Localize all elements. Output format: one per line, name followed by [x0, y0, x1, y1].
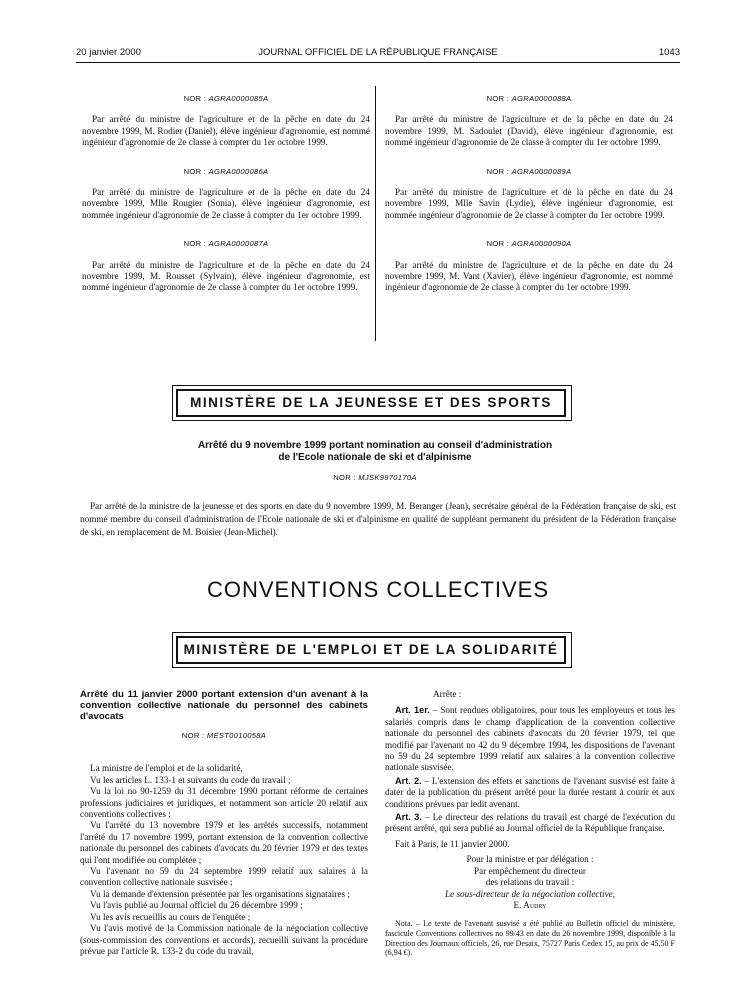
ministry-heading-jeunesse: MINISTÈRE DE LA JEUNESSE ET DES SPORTS — [176, 389, 566, 417]
arrete-right-column — [385, 689, 675, 960]
header-rule — [76, 62, 680, 63]
visa: Vu l'arrêté du 13 novembre 1979 et les arrêtés successifs, notamment l'arrêté du 17 novembre 1999, portant extension de la convention collective nationale du personnel des cabinets d'avocats du 20 février 1979 et des textes qui l'ont modifiée ou complétée ; — [80, 820, 368, 865]
visa: Vu les articles L. 133-1 et suivants du code du travail ; — [90, 774, 291, 785]
conventions-heading: CONVENTIONS COLLECTIVES — [206, 577, 550, 602]
header-date: 20 janvier 2000 — [76, 47, 141, 58]
visa: Vu l'avis publié au Journal officiel du 26 décembre 1999 ; — [90, 900, 303, 911]
entry-text: Par arrêté du ministre de l'agriculture et de la pêche en date du 24 novembre 1999, M. Rodier (Daniel), élève ingénieur d'agronomie, est nommé ingénieur d'agronomie de 2e classe à compter du 1er octobre 1999. — [82, 114, 370, 148]
arrete-text: Par arrêté de la ministre de la jeunesse et des sports en date du 9 novembre 1999, M. Beranger (Jean), secrétaire général de la Fédération française de ski, est nommé membre du conseil d'administration de l'Ecole nationale de ski et d'alpinisme en qualité de suppléant permanent du président de la Fédération française de ski, en remplacement de M. Boisier (Jean-Michel). — [80, 501, 676, 537]
visa: Vu les avis recueillis au cours de l'enquête ; — [90, 911, 251, 922]
nor-line: NOR : AGRA0000088A — [486, 94, 572, 103]
nota: Nota. – Le texte de l'avenant susvisé a été publié au Bulletin officiel du ministère, fascicule Conventions collectives no 99/43 en date du 26 novembre 1999, disponible à la Direction des Journaux officiels, 26, rue Desaix, 75727 Paris Cedex 15, au prix de 45,50 F (6,94 €). — [385, 919, 675, 958]
article: Art. 3. – Le directeur des relations du travail est chargé de l'exécution du présent arrêté, qui sera publié au Journal officiel de la République française. — [385, 812, 675, 834]
entry — [385, 238, 673, 294]
arrete-title: Arrêté du 9 novembre 1999 portant nomination au conseil d'administration de l'Ecole nationale de ski et d'alpinisme — [197, 440, 553, 463]
nor-line: NOR : MJSK9970170A — [333, 473, 417, 482]
entry-text: Par arrêté du ministre de l'agriculture et de la pêche en date du 24 novembre 1999, M. Rousset (Sylvain), élève ingénieur d'agronomie, est nommé ingénieur d'agronomie de 2e classe à compter du 1er octobre 1999. — [82, 259, 370, 293]
arrete-title: Arrêté du 11 janvier 2000 portant extension d'un avenant à la convention collective nationale du personnel des cabinets d'avocats — [80, 689, 368, 722]
left-column — [82, 93, 370, 311]
visa: Vu la loi no 90-1259 du 31 décembre 1990 portant réforme de certaines professions judiciaires et juridiques, et notamment son article 20 relatif aux conventions collectives ; — [80, 786, 368, 820]
entry — [82, 166, 370, 222]
nor-line: NOR : AGRA0000087A — [183, 239, 269, 249]
signature-line: Pour la ministre et par délégation : — [466, 854, 594, 865]
fait-line: Fait à Paris, le 11 janvier 2000. — [395, 838, 510, 849]
arrete-word: Arrête : — [433, 689, 462, 699]
entry-text: Par arrêté du ministre de l'agriculture et de la pêche en date du 24 novembre 1999, Mlle Savin (Lydie), élève ingénieur d'agronomie, est nommée ingénieur d'agronomie de 2e classe à compter du 1er octobre 1999. — [385, 187, 673, 220]
entry — [385, 166, 673, 222]
page-number: 1043 — [658, 47, 680, 58]
nor-line: NOR : AGRA0000085A — [183, 94, 269, 103]
ministry-heading-emploi: MINISTÈRE DE L'EMPLOI ET DE LA SOLIDARITÉ — [176, 636, 566, 664]
article: Art. 2. – L'extension des effets et sanctions de l'avenant susvisé est faite à dater de la publication du présent arrêté pour la durée restant à courir et aux conditions prévues par ledit avenant. — [385, 775, 675, 809]
signature-line: Par empêchement du directeur — [474, 865, 586, 876]
article: Art. 1er. – Sont rendues obligatoires, pour tous les employeurs et tous les salariés compris dans le champ d'application de la convention collective nationale du personnel des cabinets d'avocats du 20 février 1979, tel que modifié par l'avenant no 42 du 9 décembre 1994, les dispositions de l'avenant no 59 du 24 septembre 1999 relatif aux salaires à la convention collective nationale susvisée. — [385, 705, 675, 773]
entry — [385, 93, 673, 149]
nor-line: NOR : AGRA0000090A — [486, 239, 572, 249]
signatory-name: E. Audry — [513, 899, 547, 910]
right-column — [385, 93, 673, 311]
nor-line: NOR : MEST0010058A — [181, 731, 267, 740]
nor-line: NOR : AGRA0000089A — [486, 166, 572, 176]
visa: La ministre de l'emploi et de la solidarité, — [90, 763, 243, 774]
column-divider — [375, 86, 376, 341]
entry-text: Par arrêté du ministre de l'agriculture et de la pêche en date du 24 novembre 1999, M. Sadoulet (David), élève ingénieur d'agronomie, est nommé ingénieur d'agronomie de 2e classe à compter du 1er octobre 1999. — [385, 114, 673, 148]
signature-line: Le sous-directeur de la négociation collective, — [444, 888, 616, 899]
entry-text: Par arrêté du ministre de l'agriculture et de la pêche en date du 24 novembre 1999, M. Vant (Xavier), élève ingénieur d'agronomie, est nommé ingénieur d'agronomie de 2e classe à compter du 1er octobre 1999. — [385, 259, 673, 293]
nor-line: NOR : AGRA0000086A — [183, 166, 269, 176]
arrete-left-column — [80, 689, 368, 957]
visa: Vu la demande d'extension présentée par les organisations signataires ; — [90, 888, 350, 899]
entry-text: Par arrêté du ministre de l'agriculture et de la pêche en date du 24 novembre 1999, Mlle Rougier (Sonia), élève ingénieur d'agronomie, est nommée ingénieur d'agronomie de 2e classe à compter du 1er octobre 1999. — [82, 187, 370, 220]
visa: Vu l'avis motivé de la Commission nationale de la négociation collective (sous-commission des conventions et accords), recueilli suivant la procédure prévue par l'article R. 133-2 du code du travail, — [80, 923, 368, 956]
entry — [82, 93, 370, 149]
signature-line: des relations du travail : — [485, 877, 575, 888]
visa: Vu l'avenant no 59 du 24 septembre 1999 relatif aux salaires à la convention collective nationale susvisée ; — [80, 866, 368, 888]
entry — [82, 238, 370, 294]
journal-title: JOURNAL OFFICIEL DE LA RÉPUBLIQUE FRANÇAISE — [258, 47, 498, 58]
